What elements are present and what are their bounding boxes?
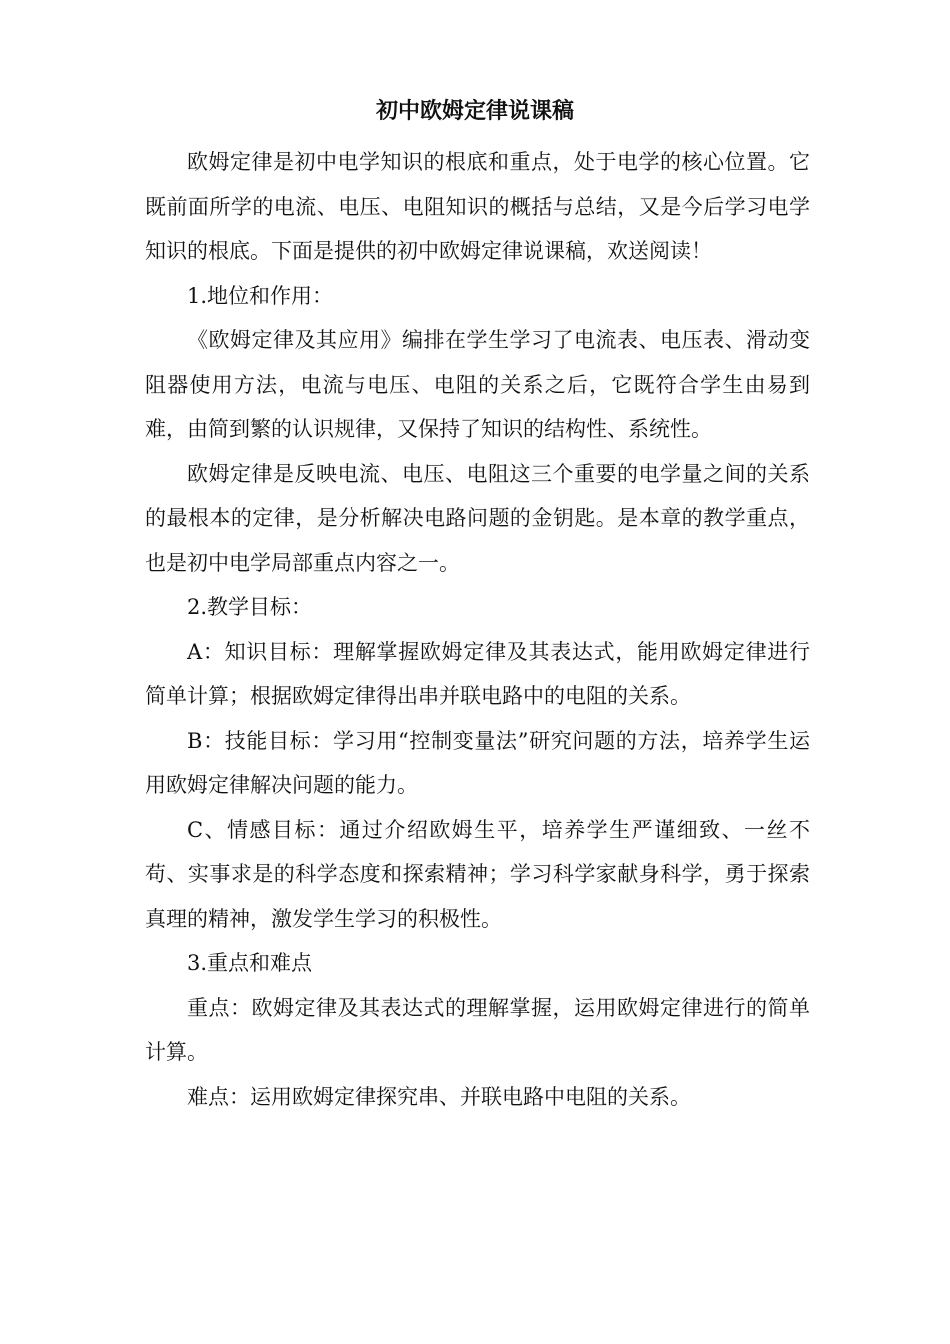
law-importance-paragraph: 欧姆定律是反映电流、电压、电阻这三个重要的电学量之间的关系的最根本的定律，是分析解决电路问题的金钥匙。是本章的教学重点，也是初中电学局部重点内容之一。: [145, 461, 810, 575]
key-point-paragraph: 重点：欧姆定律及其表达式的理解掌握，运用欧姆定律进行的简单计算。: [145, 995, 810, 1064]
knowledge-goal-paragraph: A：知识目标：理解掌握欧姆定律及其表达式，能用欧姆定律进行简单计算；根据欧姆定律得出串并联电路中的电阻的关系。: [145, 639, 810, 708]
document-body: [145, 140, 810, 1119]
emotion-goal-paragraph: C、情感目标：通过介绍欧姆生平，培养学生严谨细致、一丝不苟、实事求是的科学态度和探索精神；学习科学家献身科学，勇于探索真理的精神，激发学生学习的积极性。: [145, 817, 810, 931]
section-heading-key-points: 3.重点和难点: [187, 951, 313, 975]
section-heading-position: 1.地位和作用：: [187, 283, 334, 308]
skill-goal-paragraph: B：技能目标：学习用“控制变量法”研究问题的方法，培养学生运用欧姆定律解决问题的能力。: [145, 728, 810, 797]
difficulty-paragraph: 难点：运用欧姆定律探究串、并联电路中电阻的关系。: [187, 1084, 691, 1109]
section-heading-goals: 2.教学目标：: [187, 595, 313, 619]
intro-paragraph: 欧姆定律是初中电学知识的根底和重点，处于电学的核心位置。它既前面所学的电流、电压、电阻知识的概括与总结，又是今后学习电学知识的根底。下面是提供的初中欧姆定律说课稿，欢送阅读！: [145, 150, 810, 263]
document-title: 初中欧姆定律说课稿: [375, 98, 574, 124]
position-paragraph: 《欧姆定律及其应用》编排在学生学习了电流表、电压表、滑动变阻器使用方法，电流与电压、电阻的关系之后，它既符合学生由易到难，由简到繁的认识规律，又保持了知识的结构性、系统性。: [145, 328, 810, 441]
